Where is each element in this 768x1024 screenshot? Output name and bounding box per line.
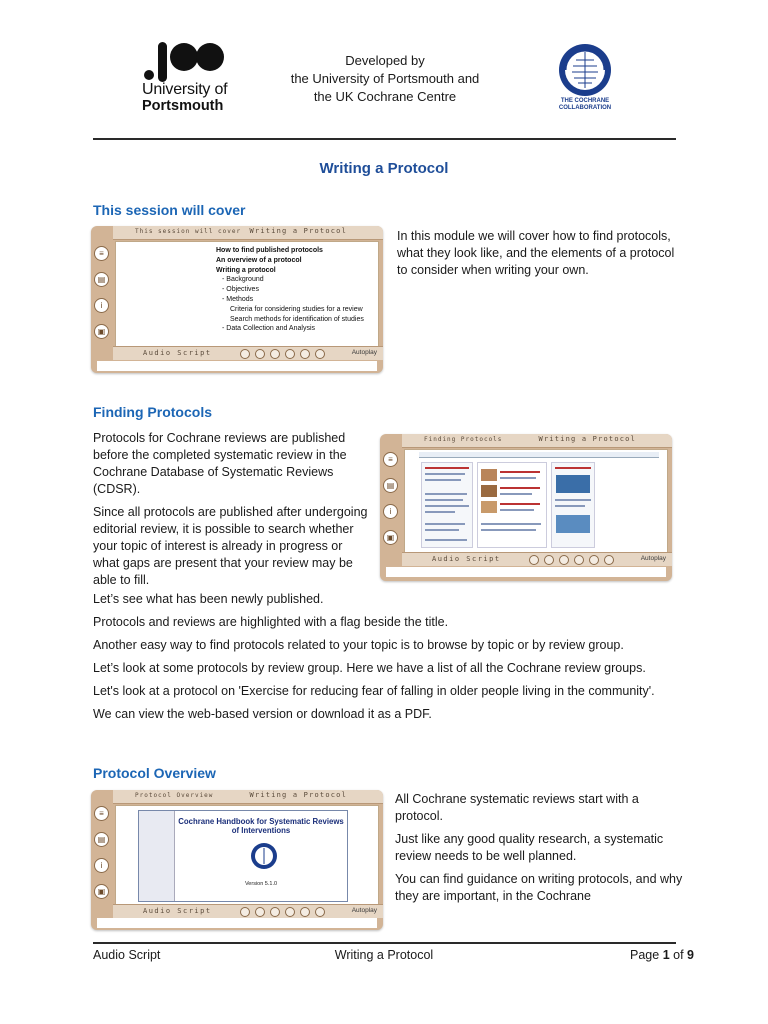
outline-line: How to find published protocols xyxy=(216,247,323,254)
pause-icon[interactable] xyxy=(270,349,280,359)
resources-icon[interactable]: ▣ xyxy=(94,884,109,899)
autoplay-toggle[interactable]: Autoplay xyxy=(351,907,377,914)
next-icon[interactable] xyxy=(300,349,310,359)
play-icon[interactable] xyxy=(285,907,295,917)
forward-icon[interactable] xyxy=(315,349,325,359)
slide-thumbnail-finding-protocols[interactable] xyxy=(380,434,672,581)
section-heading-protocol-overview: Protocol Overview xyxy=(93,765,216,781)
pause-icon[interactable] xyxy=(559,555,569,565)
paragraph: Let’s see what has been newly published. xyxy=(93,592,324,606)
outline-line: - Methods xyxy=(222,295,254,303)
slide-thumbnail-session-cover[interactable] xyxy=(91,226,383,373)
page-label: Page xyxy=(630,948,660,962)
playback-controls xyxy=(529,555,614,565)
forward-icon[interactable] xyxy=(315,907,325,917)
outline-line: An overview of a protocol xyxy=(216,256,302,264)
slide-topic-label: Protocol Overview xyxy=(135,792,214,799)
audio-script-label[interactable]: Audio Script xyxy=(143,349,212,357)
slide-topic-label: This session will cover xyxy=(135,228,242,235)
outline-line: - Objectives xyxy=(222,286,259,294)
developed-by-line: Developed by xyxy=(345,53,425,68)
resources-icon[interactable]: ▣ xyxy=(94,324,109,339)
website-center-column xyxy=(477,462,547,548)
slide-topbar xyxy=(113,226,383,240)
uop-dots-graphic xyxy=(142,42,232,82)
play-icon[interactable] xyxy=(285,349,295,359)
info-icon[interactable]: i xyxy=(94,298,109,313)
section-heading-finding-protocols: Finding Protocols xyxy=(93,404,212,420)
website-header xyxy=(419,452,659,458)
audio-script-label[interactable]: Audio Script xyxy=(432,555,501,563)
handbook-version: Version 5.1.0 xyxy=(244,881,278,887)
finding-protocols-steps xyxy=(93,591,683,729)
document-title: Writing a Protocol xyxy=(319,160,449,177)
paragraph: Protocols and reviews are highlighted with a flag beside the title. xyxy=(93,615,449,629)
slide-bottombar xyxy=(402,552,672,566)
outline-line: - Background xyxy=(222,276,264,284)
slide-module-label: Writing a Protocol xyxy=(538,435,636,443)
slide-sidebar xyxy=(380,434,402,581)
developed-by-text xyxy=(260,52,510,106)
slide-thumbnail-protocol-overview[interactable] xyxy=(91,790,383,930)
footer-page-number xyxy=(630,948,694,962)
slide-content xyxy=(115,241,379,347)
footer-center: Writing a Protocol xyxy=(334,948,434,962)
autoplay-toggle[interactable]: Autoplay xyxy=(351,349,377,356)
outline-line: Writing a protocol xyxy=(216,266,276,274)
paragraph: All Cochrane systematic reviews start with a protocol. xyxy=(395,792,639,823)
autoplay-toggle[interactable]: Autoplay xyxy=(640,555,666,562)
rewind-icon[interactable] xyxy=(529,555,539,565)
forward-icon[interactable] xyxy=(604,555,614,565)
glossary-icon[interactable]: ▤ xyxy=(94,272,109,287)
paragraph: Another easy way to find protocols related to your topic is to browse by topic or by review group. xyxy=(93,638,624,652)
slide-topbar xyxy=(402,434,672,448)
slide-bottombar xyxy=(113,904,383,918)
paragraph: Let’s look at some protocols by review group. Here we have a list of all the Cochrane review groups. xyxy=(93,661,646,675)
next-icon[interactable] xyxy=(300,907,310,917)
page-current: 1 xyxy=(662,948,670,962)
section-heading-session-cover: This session will cover xyxy=(93,202,246,218)
play-icon[interactable] xyxy=(574,555,584,565)
slide-module-label: Writing a Protocol xyxy=(249,227,347,235)
header-divider xyxy=(93,138,676,140)
handbook-window xyxy=(138,810,348,902)
info-icon[interactable]: i xyxy=(94,858,109,873)
paragraph: Just like any good quality research, a systematic review needs to be well planned. xyxy=(395,832,664,863)
uop-logo-line2: Portsmouth xyxy=(142,98,224,114)
slide-bottombar xyxy=(113,346,383,360)
cochrane-logo-text xyxy=(540,98,630,112)
rewind-icon[interactable] xyxy=(240,907,250,917)
session-cover-text xyxy=(397,228,687,285)
developed-by-line: the UK Cochrane Centre xyxy=(313,89,457,104)
slide-topbar xyxy=(113,790,383,804)
paragraph: Since all protocols are published after undergoing editorial review, it is possible to search whether your topic of interest is already in progress or what gaps are present that your review may be able to fill. xyxy=(93,505,368,587)
outline-line: Criteria for considering studies for a review xyxy=(230,305,363,313)
footer-left: Audio Script xyxy=(93,948,161,962)
slide-caption xyxy=(386,567,666,577)
previous-icon[interactable] xyxy=(255,349,265,359)
protocol-overview-text xyxy=(395,791,685,911)
slide-module-label: Writing a Protocol xyxy=(249,791,347,799)
page-of: of xyxy=(673,948,684,962)
slide-outline xyxy=(216,246,364,334)
paragraph: We can view the web-based version or download it as a PDF. xyxy=(93,707,432,721)
cochrane-logo-line2: COLLABORATION xyxy=(558,105,612,111)
slide-sidebar xyxy=(91,226,113,373)
handbook-nav-pane xyxy=(139,811,175,901)
developed-by-line: the University of Portsmouth and xyxy=(290,71,480,86)
next-icon[interactable] xyxy=(589,555,599,565)
playback-controls xyxy=(240,349,325,359)
finding-protocols-intro xyxy=(93,430,371,595)
slide-topic-label: Finding Protocols xyxy=(424,436,503,443)
footer-divider xyxy=(93,942,676,944)
resources-icon[interactable]: ▣ xyxy=(383,530,398,545)
pause-icon[interactable] xyxy=(270,907,280,917)
audio-script-label[interactable]: Audio Script xyxy=(143,907,212,915)
playback-controls xyxy=(240,907,325,917)
slide-caption xyxy=(97,361,377,371)
paragraph: Protocols for Cochrane reviews are published before the completed systematic review in the Cochrane Database of Systematic Reviews (CDSR). xyxy=(93,431,347,496)
glossary-icon[interactable]: ▤ xyxy=(383,478,398,493)
slide-caption xyxy=(97,918,377,928)
previous-icon[interactable] xyxy=(255,907,265,917)
uop-logo-line1: University of xyxy=(142,81,228,98)
slide-content-handbook xyxy=(115,805,379,905)
paragraph: Let's look at a protocol on 'Exercise for reducing fear of falling in older people living in the community'. xyxy=(93,684,655,698)
paragraph: In this module we will cover how to find protocols, what they look like, and the elements of a protocol to consider when writing your own. xyxy=(397,229,675,277)
page-total: 9 xyxy=(687,948,694,962)
handbook-title: Cochrane Handbook for Systematic Reviews of Interventions xyxy=(178,817,344,835)
previous-icon[interactable] xyxy=(544,555,554,565)
cochrane-small-logo-icon xyxy=(249,841,279,871)
website-right-column xyxy=(551,462,595,548)
info-icon[interactable]: i xyxy=(383,504,398,519)
glossary-icon[interactable]: ▤ xyxy=(94,832,109,847)
paragraph: You can find guidance on writing protocols, and why they are important, in the Cochrane xyxy=(395,872,683,903)
menu-icon[interactable]: ≡ xyxy=(94,806,109,821)
outline-line: - Data Collection and Analysis xyxy=(222,325,315,333)
slide-sidebar xyxy=(91,790,113,930)
website-left-column xyxy=(421,462,473,548)
menu-icon[interactable]: ≡ xyxy=(383,452,398,467)
rewind-icon[interactable] xyxy=(240,349,250,359)
university-of-portsmouth-logo xyxy=(140,42,240,117)
cochrane-logo-line1: THE COCHRANE xyxy=(560,98,610,104)
slide-content-website xyxy=(404,449,668,553)
menu-icon[interactable]: ≡ xyxy=(94,246,109,261)
outline-line: Search methods for identification of studies xyxy=(230,315,364,323)
